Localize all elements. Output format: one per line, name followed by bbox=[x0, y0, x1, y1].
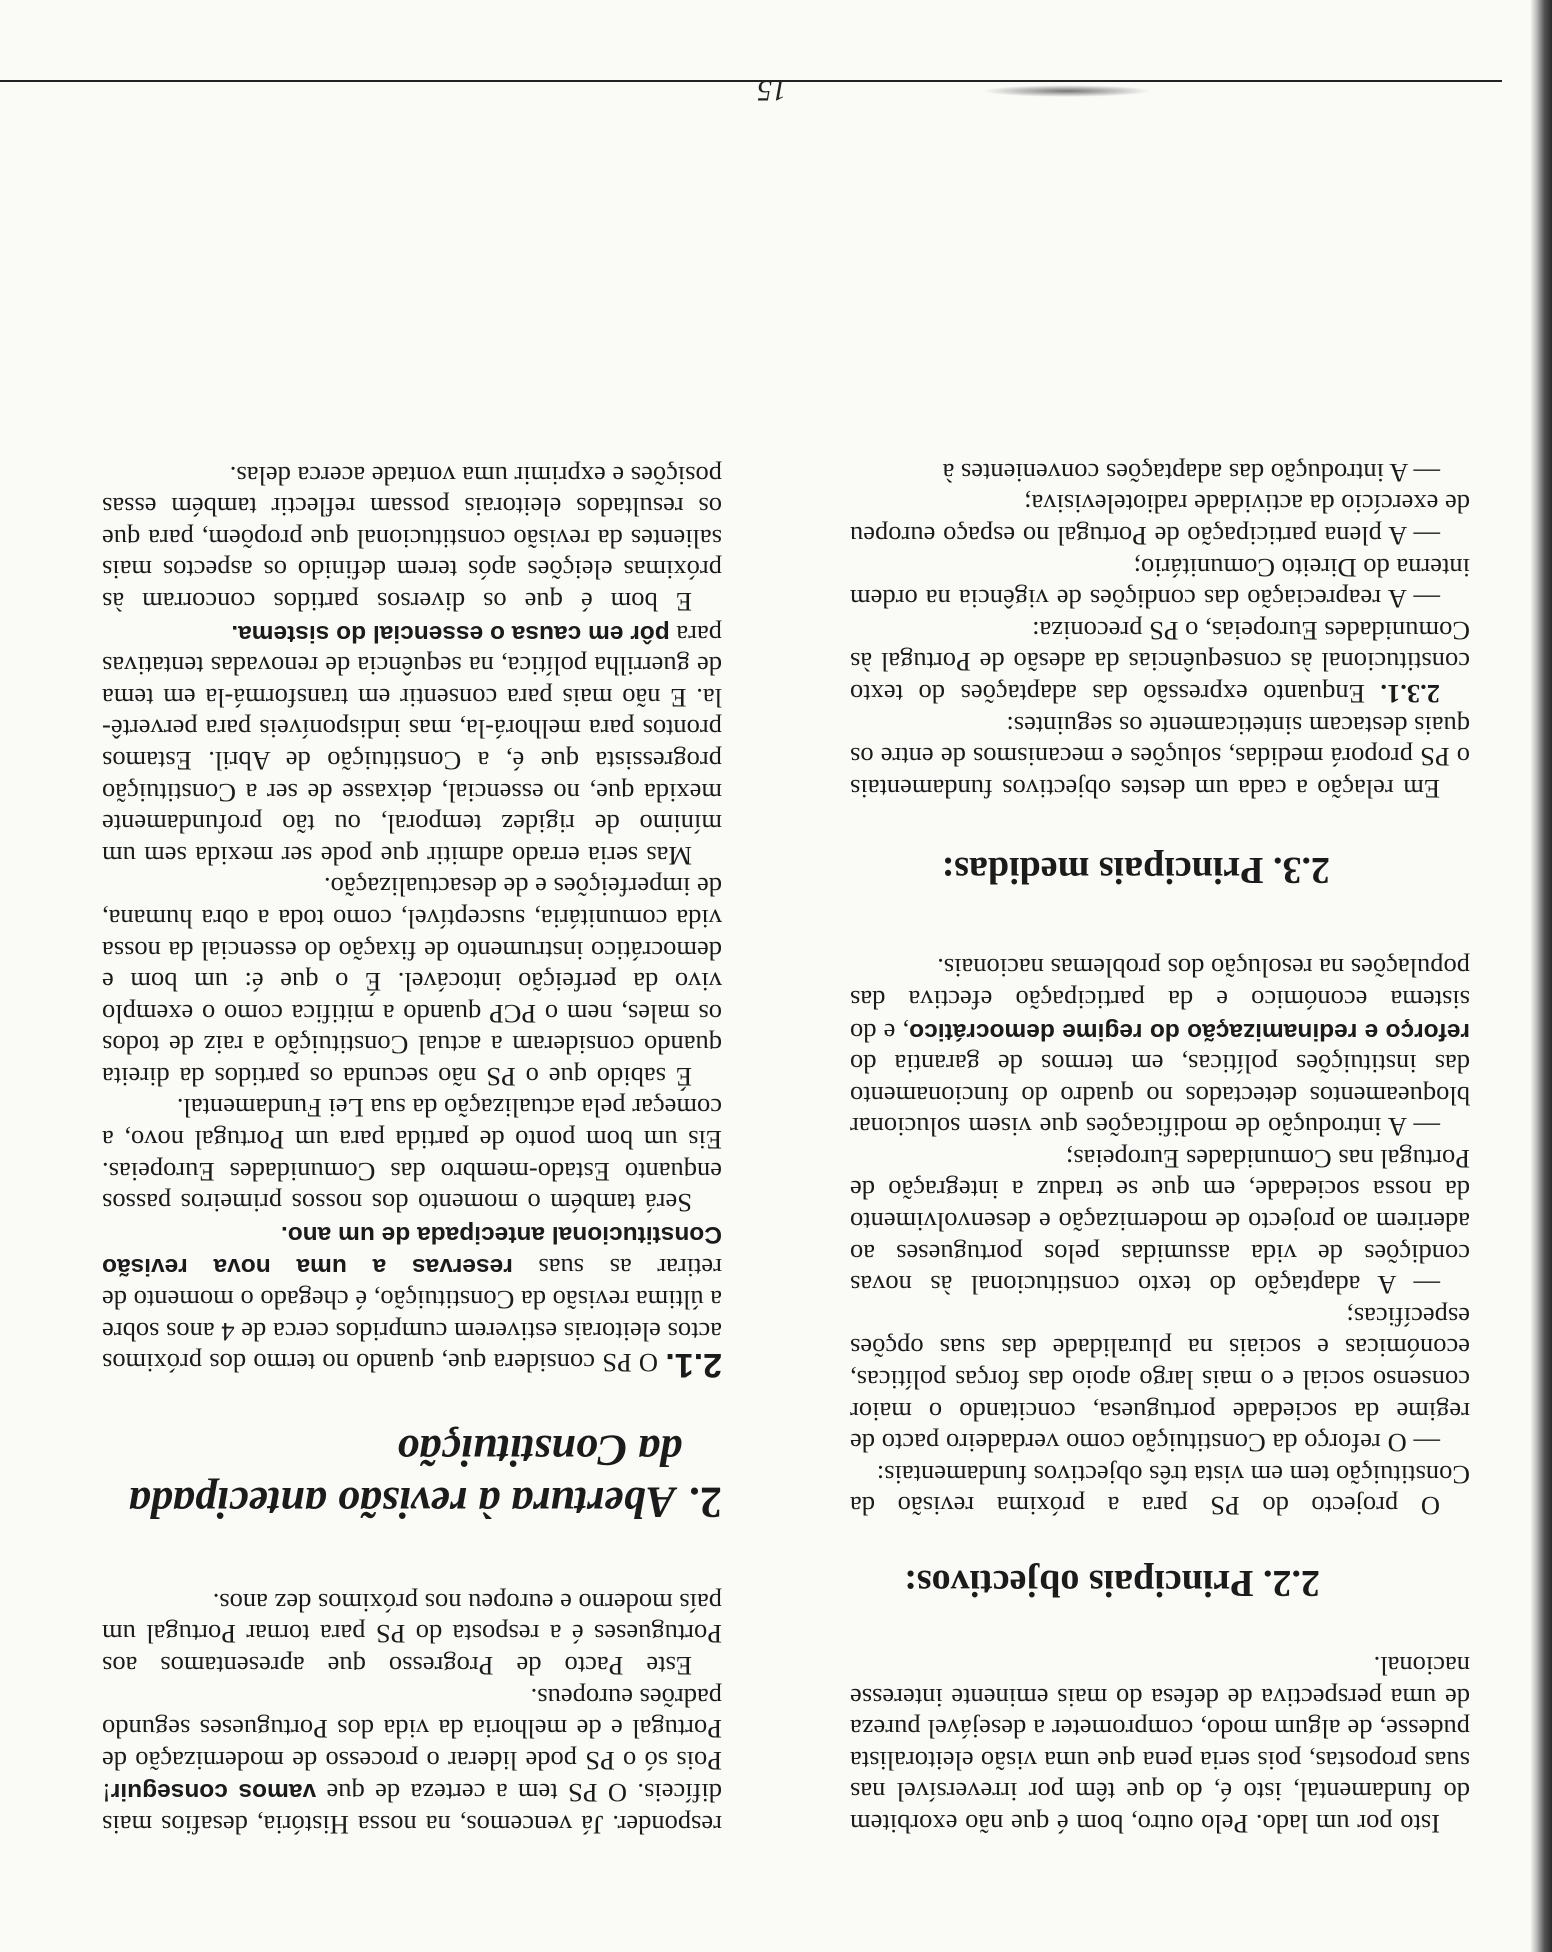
heading-principais-medidas: 2.3. Principais medidas: bbox=[941, 848, 1330, 891]
list-item-objectivo-3 bbox=[850, 952, 1470, 1143]
objectivo-3-text-a: — A introdução de modificações que visem solucionar bloqueamentos detectados no quadro do funcionamento das instituições políticas, em termos de garantia do bbox=[850, 1049, 1470, 1143]
list-item-objectivo-1: — O reforço da Constituição como verdadeiro pacto de regime da sociedade portuguesa, concitando o maior consenso social e o mais largo apoio das forças políticas, económicas e sociais na pluralidade das suas opções específicas; bbox=[850, 1301, 1470, 1459]
list-item-medida-2: — A plena participação de Portugal no espaço europeu de exercício da actividade radiotelevisiva; bbox=[850, 489, 1470, 551]
mas-text: Mas seria errado admitir que pode ser mexida sem um mínimo de rigidez temporal, ou tão profundamente mexida que, no essencial, deixasse de ser a Constituição progressista que é, a Constituição de Abril. Estamos prontos para melhorá-la, mas indisponíveis para pervertê-la. E não mais para consentir em transformá-la em tema de guerrilha política, na sequência de renovadas tentativas para bbox=[102, 619, 722, 871]
objectivo-3-text-c: , e do sistema económico e da participação efectiva das populações na resolução dos problemas nacionais. bbox=[850, 953, 1470, 1048]
paragraph-pacto: Este Pacto de Progresso que apresentamos aos Portugueses é a resposta do PS para tornar Portugal um país moderno e europeu nos próximos dez anos. bbox=[102, 1587, 722, 1682]
paragraph-objectivos: O projecto do PS para a próxima revisão da Constituição tem em vista três objectivos fundamentais: bbox=[850, 1459, 1470, 1522]
chapter-number: 2. bbox=[689, 1478, 722, 1528]
right-column bbox=[102, 0, 722, 1952]
chapter-heading bbox=[102, 1424, 722, 1528]
paragraph-2-3-1 bbox=[850, 614, 1470, 709]
paragraph-bom: E bom é que os diversos partidos concorram às próximas eleições após terem definido os aspectos mais salientes da revisão constitucional que propõem, para que os resultados eleitorais possam reflectir também essas posições e exprimir uma vontade acerca delas. bbox=[102, 460, 722, 617]
paragraph-2-1 bbox=[101, 1218, 722, 1385]
section-number-2-3-1: 2.3.1. bbox=[1380, 678, 1440, 709]
list-item-medida-1: — A reapreciação das condições de vigência na ordem interna do Direito Comunitário; bbox=[850, 552, 1470, 615]
heading-principais-objectivos: 2.2. Principais objectivos: bbox=[904, 1562, 1320, 1605]
responder-text-c: ! Pois só o PS pode liderar o processo de modernização de Portugal e de melhoria da vida dos Portugueses segundo padrões europeus. bbox=[101, 1682, 722, 1809]
paragraph-sabido: É sabido que o PS não secunda os partidos da direita quando consideram a actual Constituição a raiz de todos os males, nem o PCP quando a mitifica como o exemplo vivo da perfeição intocável. É o que é: um bom e democrático instrumento de fixação do essencial da nossa vida comunitária, susceptível, como toda a obra humana, de imperfeições e de desactualização. bbox=[102, 872, 722, 1092]
section-number-2-1: 2.1. bbox=[665, 1346, 722, 1385]
paragraph-medidas: Em relação a cada um destes objectivos fundamentais o PS proporá medidas, soluções e mecanismos de entre os quais destacam sinteticamente os seguintes: bbox=[850, 710, 1470, 804]
chapter-title-line-2: da Constituição bbox=[397, 1426, 682, 1476]
scan-edge-shadow bbox=[1530, 0, 1552, 1952]
responder-bold: vamos conseguir bbox=[110, 1778, 317, 1806]
page-number: 15 bbox=[757, 74, 787, 107]
list-item-medida-3: — A introdução das adaptações convenientes à bbox=[942, 457, 1440, 488]
chapter-title-line-1: Abertura à revisão antecipada bbox=[128, 1478, 675, 1528]
mas-bold: pôr em causa o essencial do sistema. bbox=[231, 619, 670, 647]
paragraph-mas bbox=[102, 617, 722, 871]
responder-text-a: responder. Já vencemos, na nossa História, desafios mais difíceis. O PS tem a certeza de que bbox=[102, 1778, 722, 1840]
paragraph-2-1-bold: reservas a uma nova revisão Constitucional antecipada de um ano. bbox=[101, 1220, 722, 1281]
paragraph-responder bbox=[102, 1681, 722, 1840]
paragraph-2-1-text: O PS considera que, quando no termo dos próximos actos eleitorais estiverem cumpridos cerca de 4 anos sobre a última revisão da Constituição, é chegado o momento de retirar as suas bbox=[102, 1253, 722, 1379]
paragraph-2-3-1-text: Enquanto expressão das adaptações do texto constitucional às consequências da adesão de Portugal às Comunidades Europeias, o PS preconiza: bbox=[850, 615, 1470, 709]
list-item-objectivo-2: — A adaptação do texto constitucional às novas condições de vida assumidas pelos portugueses ao aderirem ao projecto de modernização e desenvolvimento da nossa sociedade, em que se traduz a integração de Portugal nas Comunidades Europeias; bbox=[850, 1143, 1470, 1301]
objectivo-3-bold: reforço e redinamização do regime democrático bbox=[909, 1017, 1470, 1045]
paragraph-intro: Isto por um lado. Pelo outro, bom é que não exorbitem do fundamental, isto é, do que têm por irreversível nas suas propostas, pois seria pena que uma visão eleitoralista pudesse, de algum modo, comprometer a desejável pureza de uma perspectiva de defesa do mais eminente interesse nacional. bbox=[850, 1651, 1470, 1839]
paragraph-sera: Será também o momento dos nossos primeiros passos enquanto Estado-membro das Comunidades Europeias. Eis um bom ponto de partida para um Portugal novo, a começar pela actualização da sua Lei Fundamental. bbox=[102, 1093, 722, 1219]
left-column bbox=[850, 0, 1470, 1952]
